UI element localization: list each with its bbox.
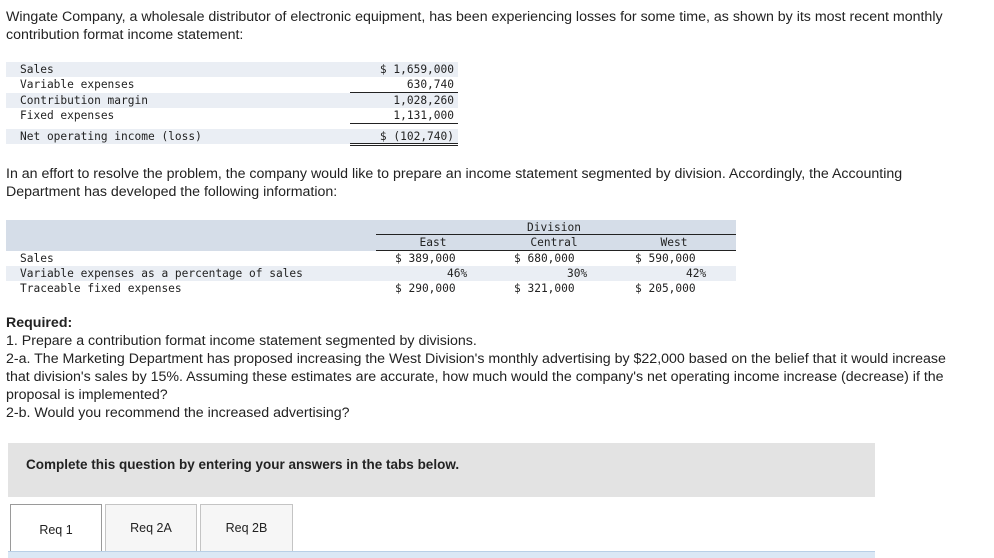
column-header-central: Central [530,236,578,249]
table-cell: 46% [447,267,468,280]
income-row-label: Variable expenses [20,78,135,91]
income-row-label: Fixed expenses [20,109,115,122]
table-row [6,251,736,266]
income-row [6,62,458,77]
instruction-text: Complete this question by entering your answers in the tabs below. [26,457,460,472]
table-row [6,281,736,296]
required-heading: Required: [6,315,73,331]
total-double-rule-top [350,143,458,144]
tab-panel-top-strip [8,551,875,558]
income-row-value: $ 1,659,000 [379,63,454,76]
table-cell: $ 321,000 [514,282,575,295]
table-cell: $ 205,000 [635,282,696,295]
required-section [6,314,966,422]
division-header-band [6,220,736,251]
income-row-value: 1,028,260 [393,94,454,107]
tab-req-1[interactable] [10,504,102,554]
income-row-label: Net operating income (loss) [20,130,202,143]
income-row-label: Sales [20,63,54,76]
table-row-label: Variable expenses as a percentage of sales [20,267,303,280]
tab-req-2a[interactable] [105,504,197,552]
income-statement [6,62,458,146]
table-cell: 42% [686,267,707,280]
tab-label: Req 2B [225,521,268,535]
table-row-label: Traceable fixed expenses [20,282,182,295]
income-row-label: Contribution margin [20,94,148,107]
column-header-west: West [660,236,688,249]
table-row-label: Sales [20,252,54,265]
intro-paragraph: Wingate Company, a wholesale distributor of electronic equipment, has been experiencing losses for some time, as shown by its most recent monthly contribution format income statement: [6,9,943,43]
division-header-rule [376,234,736,235]
effort-paragraph: In an effort to resolve the problem, the company would like to prepare an income statement segmented by division. Accordingly, the Accounting Department has developed the following information: [6,166,903,200]
tab-req-2b[interactable] [200,504,293,552]
table-cell: $ 389,000 [395,252,456,265]
table-cell: $ 590,000 [635,252,696,265]
income-row-value: 630,740 [406,78,454,91]
instruction-box [8,443,875,497]
division-table [6,220,736,300]
table-row [6,266,736,281]
table-cell: $ 680,000 [514,252,575,265]
column-header-east: East [419,236,447,249]
tab-label: Req 1 [39,522,73,537]
required-item: 1. Prepare a contribution format income statement segmented by divisions. [6,333,477,349]
income-row [6,129,458,144]
income-row-value: $ (102,740) [379,130,454,143]
income-row [6,93,458,108]
division-group-header: Division [527,221,581,234]
income-row [6,77,458,92]
tab-label: Req 2A [130,521,172,535]
income-row [6,108,458,123]
table-cell: $ 290,000 [395,282,456,295]
total-double-rule-bottom [350,145,458,146]
subtotal-rule [350,123,458,124]
income-row-value: 1,131,000 [393,109,454,122]
required-item: 2-a. The Marketing Department has proposed increasing the West Division's monthly advertising by $22,000 based on the belief that it would increase that division's sales by 15%. Assuming these estimates are accurate, how much would the company's net operating income increase (decrease) if the proposal is implemented? [6,351,946,403]
table-cell: 30% [567,267,588,280]
required-item: 2-b. Would you recommend the increased advertising? [6,405,350,421]
